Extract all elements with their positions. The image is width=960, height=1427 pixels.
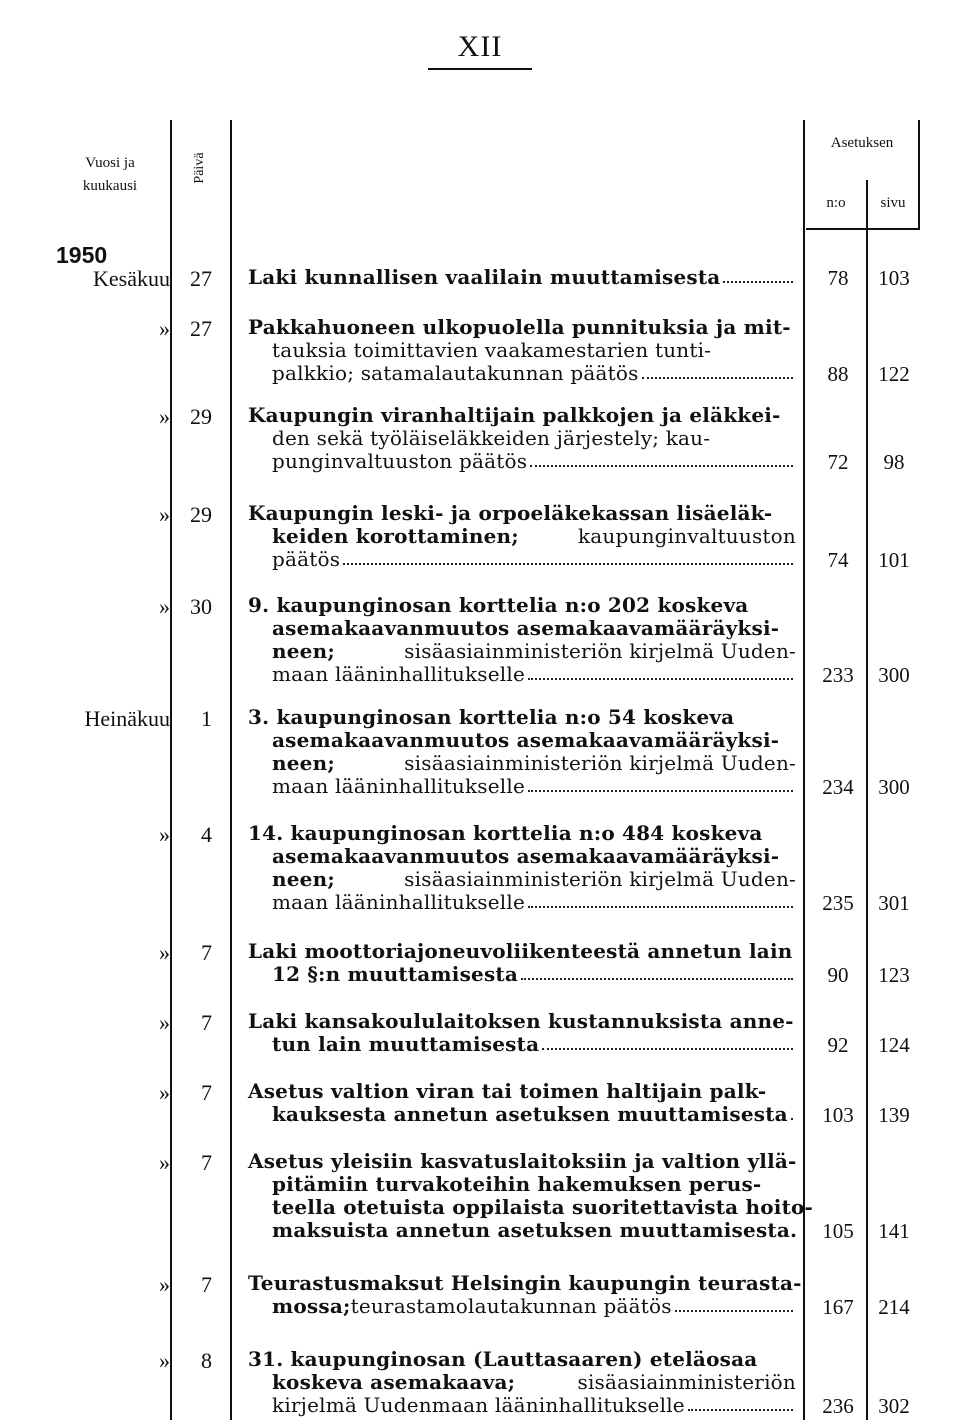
page-ref-cell: 98	[883, 450, 905, 474]
header-year-month: Vuosi ja kuukausi	[82, 155, 138, 194]
entry-text-segment: kaupunginvaltuuston	[577, 524, 796, 548]
entry-text-segment: sisäasiainministeriön	[577, 1370, 796, 1394]
entry-line	[248, 845, 796, 868]
entry-text-segment: Asetus yleisiin kasvatuslaitoksiin ja valtion yllä-	[248, 1149, 797, 1173]
month-cell: Kesäkuu	[93, 266, 170, 291]
month-cell: »	[159, 594, 170, 619]
asetus-number-cell: 105	[822, 1219, 854, 1243]
dot-leader	[521, 963, 793, 980]
entry-line	[248, 502, 796, 525]
month-cell: »	[159, 940, 170, 965]
entry-line	[248, 548, 796, 571]
entry-text-segment: sisäasiainministeriön kirjelmä Uuden-	[404, 867, 796, 891]
entry-line	[248, 316, 796, 339]
entry-text-segment: Kaupungin viranhaltijain palkkojen ja eläkkei-	[248, 403, 781, 427]
entry-text-segment: asemakaavanmuutos asemakaavamääräyksi-	[272, 844, 780, 868]
year-label: 1950	[56, 242, 108, 268]
page-ref-cell: 214	[878, 1295, 910, 1319]
entry-text	[248, 940, 796, 986]
asetus-number-cell: 233	[822, 663, 854, 687]
dot-leader	[723, 266, 793, 283]
asetus-number-cell: 92	[827, 1033, 849, 1057]
entry-text-segment: neen;	[272, 639, 335, 663]
page-ref-cell: 123	[878, 963, 910, 987]
entry-text	[248, 1271, 802, 1318]
dot-leader	[528, 891, 793, 908]
asetus-number-cell: 72	[827, 450, 849, 474]
entry-text	[248, 266, 796, 289]
month-cell: »	[159, 502, 170, 527]
entry-text-segment: koskeva asemakaava;	[272, 1370, 516, 1394]
header-rule	[806, 228, 918, 230]
column-divider-day	[230, 120, 232, 1420]
entry-line	[248, 940, 796, 963]
month-cell: »	[159, 1010, 170, 1035]
entry-text-segment: maan lääninhallitukselle	[272, 774, 526, 798]
header-no: n:o	[826, 195, 846, 211]
day-cell: 7	[201, 1272, 212, 1297]
entry-text-segment: 14. kaupunginosan korttelia n:o 484 koskeva	[248, 821, 763, 845]
asetus-number-cell: 234	[822, 775, 854, 799]
entry-line	[248, 640, 796, 663]
entry-line	[248, 1010, 796, 1033]
asetus-number-cell: 78	[827, 266, 849, 290]
entry-line	[248, 1195, 814, 1219]
page-ref-cell: 300	[878, 663, 910, 687]
entry-text	[248, 1010, 796, 1056]
entry-line	[248, 663, 796, 686]
entry-text-segment: maan lääninhallitukselle	[272, 890, 526, 914]
page-ref-cell: 301	[878, 891, 910, 915]
entry-line	[248, 1295, 796, 1318]
entry-text	[248, 1080, 796, 1126]
entry-text-segment: mossa;	[272, 1294, 351, 1318]
day-cell: 27	[190, 316, 212, 341]
entry-text-segment: tun lain muuttamisesta	[272, 1032, 540, 1056]
entry-text-segment: teurastamolautakunnan päätös	[350, 1294, 672, 1318]
entry-text	[248, 1348, 796, 1417]
asetus-number-cell: 103	[822, 1103, 854, 1127]
asetus-number-cell: 90	[827, 963, 849, 987]
header-day: Päivä	[192, 152, 207, 184]
day-cell: 7	[201, 1010, 212, 1035]
entry-text-segment: neen;	[272, 867, 335, 891]
day-cell: 7	[201, 1080, 212, 1105]
entry-line	[248, 1394, 796, 1417]
entry-line	[248, 525, 796, 548]
entry-line	[248, 594, 796, 617]
entry-text-segment: Laki kansakoululaitoksen kustannuksista anne-	[248, 1009, 794, 1033]
entry-line	[248, 1173, 796, 1196]
month-cell: »	[159, 1272, 170, 1297]
entry-line	[248, 1271, 802, 1295]
entry-line	[248, 1219, 796, 1242]
entry-text-segment: 31. kaupunginosan (Lauttasaaren) eteläosaa	[248, 1347, 758, 1371]
entry-line	[248, 963, 796, 986]
dot-leader	[530, 450, 793, 467]
day-cell: 4	[201, 822, 212, 847]
entry-text-segment: sisäasiainministeriön kirjelmä Uuden-	[404, 751, 796, 775]
entry-line	[248, 266, 796, 289]
entry-text	[248, 316, 796, 385]
entry-line	[248, 404, 796, 427]
entry-line	[248, 1348, 796, 1371]
day-cell: 29	[190, 502, 212, 527]
entry-text	[248, 502, 796, 571]
entry-line	[248, 868, 796, 891]
entry-line	[248, 752, 796, 775]
column-divider-month	[170, 120, 172, 1420]
entry-text-segment: kirjelmä Uudenmaan lääninhallitukselle	[272, 1393, 685, 1417]
day-cell: 30	[190, 594, 212, 619]
column-divider-right	[918, 120, 920, 230]
entry-text-segment: teella otetuista oppilaista suoritettavista hoito-	[272, 1195, 814, 1219]
entry-text-segment: Kaupungin leski- ja orpoeläkekassan lisäeläk-	[248, 501, 773, 525]
day-cell: 29	[190, 404, 212, 429]
asetus-number-cell: 236	[822, 1394, 854, 1418]
month-cell: »	[159, 822, 170, 847]
entry-line	[248, 891, 796, 914]
entry-text-segment: sisäasiainministeriön kirjelmä Uuden-	[404, 639, 796, 663]
page-ref-cell: 302	[878, 1394, 910, 1418]
day-cell: 1	[201, 706, 212, 731]
day-cell: 8	[201, 1348, 212, 1373]
month-cell: »	[159, 1080, 170, 1105]
entry-text-segment: 12 §:n muuttamisesta	[272, 962, 519, 986]
entry-text-segment: asemakaavanmuutos asemakaavamääräyksi-	[272, 616, 780, 640]
entry-text	[248, 404, 796, 473]
dot-leader	[675, 1295, 793, 1312]
entry-line	[248, 617, 796, 640]
entry-text-segment: keiden korottaminen;	[272, 524, 519, 548]
entry-text-segment: Asetus valtion viran tai toimen haltijain palk-	[248, 1079, 767, 1103]
entry-text-segment: palkkio; satamalautakunnan päätös	[272, 361, 639, 385]
entry-text-segment: pitämiin turvakoteihin hakemuksen perus-	[272, 1172, 762, 1196]
entry-line	[248, 450, 796, 473]
entry-line	[248, 729, 796, 752]
entry-text-segment: asemakaavanmuutos asemakaavamääräyksi-	[272, 728, 780, 752]
asetus-number-cell: 167	[822, 1295, 854, 1319]
entry-text-segment: 3. kaupunginosan korttelia n:o 54 koskeva	[248, 705, 735, 729]
page-ref-cell: 141	[878, 1219, 910, 1243]
dot-leader	[791, 1103, 793, 1120]
entry-text-segment: den sekä työläiseläkkeiden järjestely; kau-	[272, 426, 711, 450]
month-cell: »	[159, 1348, 170, 1373]
asetus-number-cell: 74	[827, 548, 849, 572]
entry-line	[248, 775, 796, 798]
entry-line	[248, 1080, 796, 1103]
entry-text-segment: neen;	[272, 751, 335, 775]
entry-text-segment: Laki kunnallisen vaalilain muuttamisesta	[248, 265, 721, 289]
page-number: XII	[457, 30, 503, 63]
header-sivu: sivu	[880, 195, 906, 211]
entry-text	[248, 594, 796, 686]
entry-text-segment: maksuista annetun asetuksen muuttamisesta.	[272, 1218, 798, 1242]
header-asetuksen: Asetuksen	[830, 135, 894, 151]
entry-text-segment: maan lääninhallitukselle	[272, 662, 526, 686]
entry-text-segment: 9. kaupunginosan korttelia n:o 202 koskeva	[248, 593, 749, 617]
asetus-number-cell: 88	[827, 362, 849, 386]
month-cell: »	[159, 404, 170, 429]
dot-leader	[528, 663, 793, 680]
entry-text	[248, 706, 796, 798]
entry-line	[248, 822, 796, 845]
dot-leader	[642, 362, 793, 379]
dot-leader	[688, 1394, 793, 1411]
entry-text-segment: Teurastusmaksut Helsingin kaupungin teurasta-	[248, 1271, 802, 1295]
day-cell: 7	[201, 940, 212, 965]
entry-text-segment: kauksesta annetun asetuksen muuttamisesta	[272, 1102, 788, 1126]
entry-line	[248, 362, 796, 385]
day-cell: 7	[201, 1150, 212, 1175]
entry-line	[248, 1033, 796, 1056]
entry-line	[248, 1103, 796, 1126]
asetus-number-cell: 235	[822, 891, 854, 915]
dot-leader	[528, 775, 793, 792]
entry-text-segment: punginvaltuuston päätös	[272, 449, 528, 473]
month-cell: »	[159, 1150, 170, 1175]
entry-line	[248, 706, 796, 729]
page-ref-cell: 124	[878, 1033, 910, 1057]
month-cell: Heinäkuu	[84, 706, 170, 731]
page-ref-cell: 300	[878, 775, 910, 799]
page-ref-cell: 139	[878, 1103, 910, 1127]
entry-text-segment: Laki moottoriajoneuvoliikenteestä annetun lain	[248, 939, 793, 963]
dot-leader	[343, 548, 793, 565]
entry-line	[248, 427, 796, 450]
page-ref-cell: 122	[878, 362, 910, 386]
day-cell: 27	[190, 266, 212, 291]
entry-text-segment: päätös	[272, 547, 341, 571]
entry-text	[248, 822, 796, 914]
entry-text-segment: Pakkahuoneen ulkopuolella punnituksia ja mit-	[248, 315, 791, 339]
page-ref-cell: 101	[878, 548, 910, 572]
dot-leader	[542, 1033, 793, 1050]
entry-line	[248, 1371, 796, 1394]
page-number-rule	[428, 68, 532, 70]
entry-line	[248, 339, 796, 362]
month-cell: »	[159, 316, 170, 341]
entry-text	[248, 1149, 814, 1242]
entry-text-segment: tauksia toimittavien vaakamestarien tunti-	[272, 338, 712, 362]
entry-line	[248, 1150, 796, 1173]
page-ref-cell: 103	[878, 266, 910, 290]
